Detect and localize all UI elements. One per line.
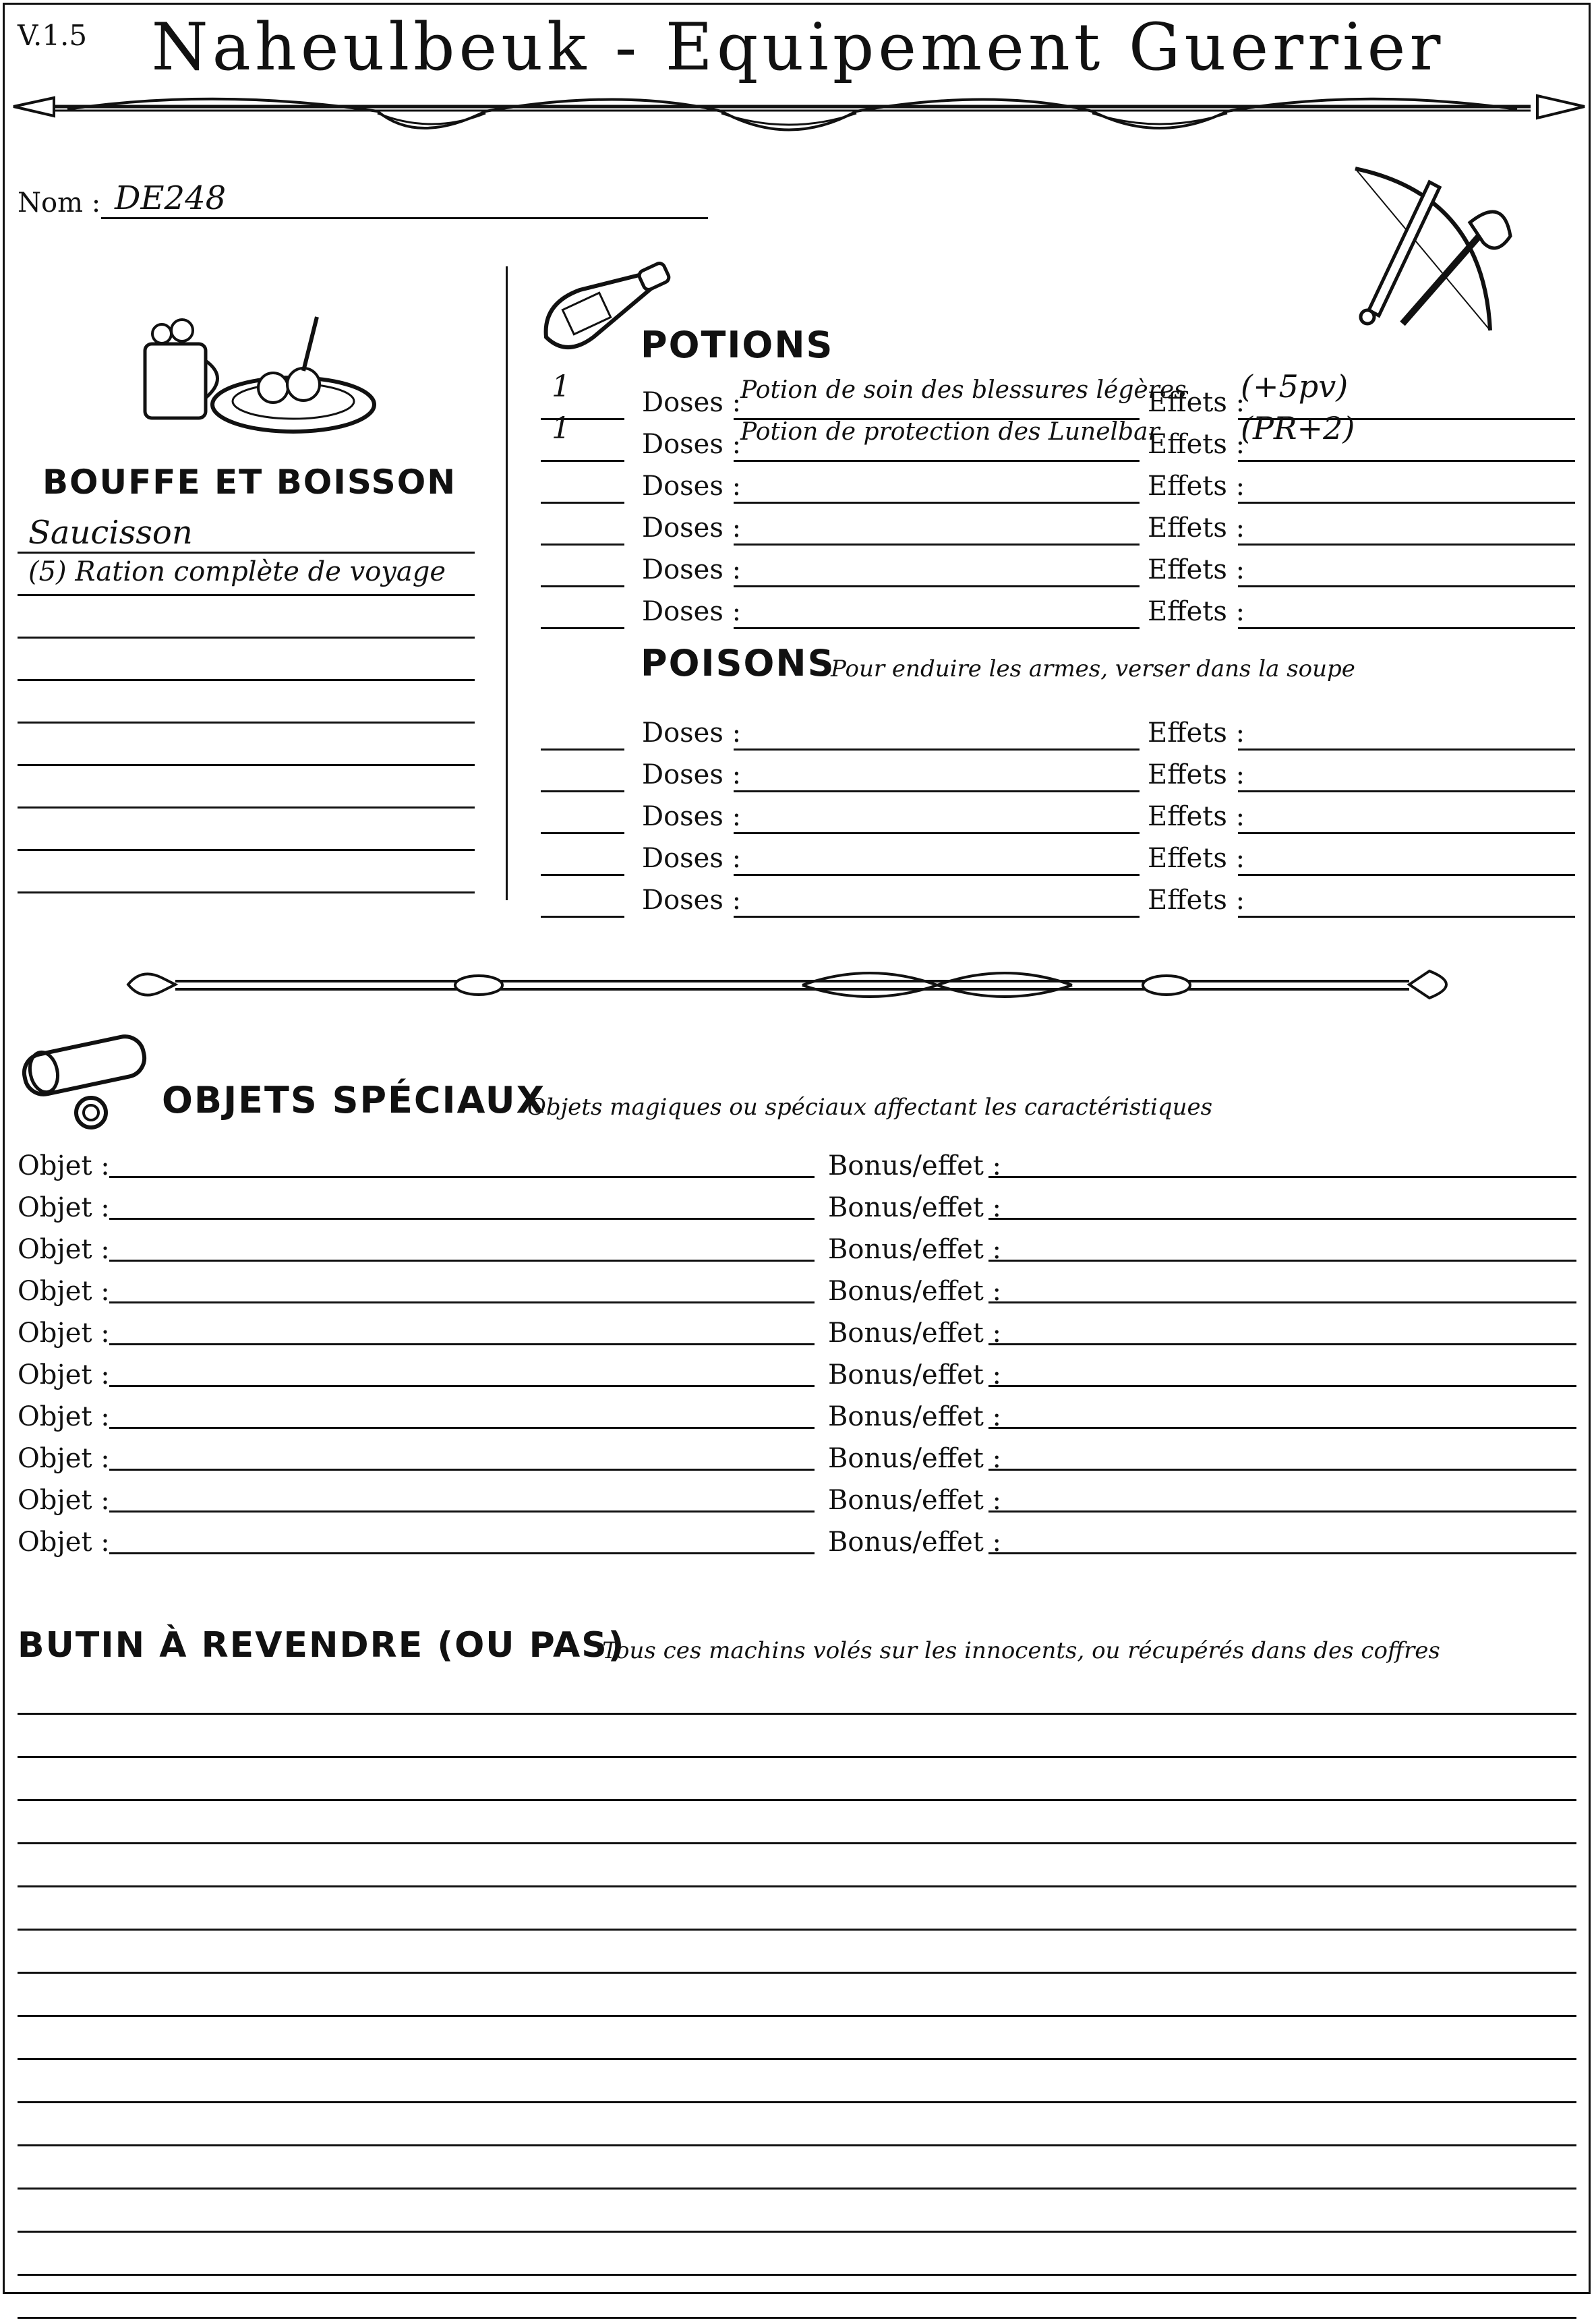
poison-name-line[interactable] bbox=[734, 832, 1140, 834]
potion-effect-line[interactable] bbox=[1238, 544, 1575, 546]
bonus-line[interactable] bbox=[988, 1176, 1576, 1178]
effects-label: Effets : bbox=[1148, 843, 1245, 874]
poison-qty-line[interactable] bbox=[541, 790, 624, 792]
doses-label: Doses : bbox=[642, 429, 742, 460]
potion-effect-line[interactable] bbox=[1238, 502, 1575, 504]
poisons-subtitle: Pour enduire les armes, verser dans la soupe bbox=[831, 655, 1355, 682]
loot-line[interactable] bbox=[18, 1972, 1576, 1974]
potion-qty-line[interactable] bbox=[541, 627, 624, 629]
potion-qty[interactable]: 1 bbox=[552, 411, 570, 446]
doses-label: Doses : bbox=[642, 387, 742, 418]
object-line[interactable] bbox=[109, 1176, 815, 1178]
bonus-line[interactable] bbox=[988, 1260, 1576, 1262]
object-line[interactable] bbox=[109, 1469, 815, 1471]
poison-qty-line[interactable] bbox=[541, 916, 624, 918]
name-value[interactable]: DE248 bbox=[115, 179, 227, 217]
potion-effect[interactable]: (PR+2) bbox=[1241, 410, 1355, 446]
poison-effect-line[interactable] bbox=[1238, 832, 1575, 834]
poison-effect-line[interactable] bbox=[1238, 916, 1575, 918]
food-title: BOUFFE ET BOISSON bbox=[42, 463, 457, 502]
staff-divider-icon bbox=[128, 961, 1463, 1008]
potion-name-line[interactable] bbox=[734, 544, 1140, 546]
page-title: Naheulbeuk - Equipement Guerrier bbox=[151, 9, 1445, 85]
bonus-label: Bonus/effet : bbox=[828, 1276, 1002, 1307]
bonus-label: Bonus/effet : bbox=[828, 1234, 1002, 1265]
doses-label: Doses : bbox=[642, 596, 742, 627]
object-label: Objet : bbox=[18, 1359, 110, 1390]
food-line[interactable] bbox=[18, 891, 475, 893]
loot-line[interactable] bbox=[18, 1885, 1576, 1887]
object-line[interactable] bbox=[109, 1510, 815, 1513]
effects-label: Effets : bbox=[1148, 801, 1245, 832]
potion-qty-line[interactable] bbox=[541, 460, 624, 462]
object-label: Objet : bbox=[18, 1527, 110, 1558]
effects-label: Effets : bbox=[1148, 596, 1245, 627]
poison-qty-line[interactable] bbox=[541, 874, 624, 876]
effects-label: Effets : bbox=[1148, 885, 1245, 916]
object-line[interactable] bbox=[109, 1218, 815, 1220]
object-line[interactable] bbox=[109, 1552, 815, 1554]
loot-line[interactable] bbox=[18, 1799, 1576, 1801]
bonus-label: Bonus/effet : bbox=[828, 1192, 1002, 1223]
loot-line[interactable] bbox=[18, 2144, 1576, 2146]
bonus-line[interactable] bbox=[988, 1301, 1576, 1303]
effects-label: Effets : bbox=[1148, 471, 1245, 502]
object-label: Objet : bbox=[18, 1234, 110, 1265]
bonus-line[interactable] bbox=[988, 1343, 1576, 1345]
bonus-line[interactable] bbox=[988, 1427, 1576, 1429]
poison-effect-line[interactable] bbox=[1238, 748, 1575, 751]
object-line[interactable] bbox=[109, 1301, 815, 1303]
food-item[interactable]: Saucisson bbox=[28, 514, 193, 552]
column-divider bbox=[506, 266, 508, 900]
loot-line[interactable] bbox=[18, 2101, 1576, 2103]
object-label: Objet : bbox=[18, 1192, 110, 1223]
loot-subtitle: Tous ces machins volés sur les innocents, ou récupérés dans des coffres bbox=[602, 1637, 1440, 1664]
special-objects-subtitle: Objets magiques ou spéciaux affectant les caractéristiques bbox=[527, 1094, 1213, 1121]
poison-name-line[interactable] bbox=[734, 748, 1140, 751]
effects-label: Effets : bbox=[1148, 717, 1245, 748]
loot-line[interactable] bbox=[18, 2188, 1576, 2190]
food-icon bbox=[138, 303, 374, 438]
doses-label: Doses : bbox=[642, 885, 742, 916]
doses-label: Doses : bbox=[642, 843, 742, 874]
food-line[interactable] bbox=[18, 679, 475, 681]
potion-qty-line[interactable] bbox=[541, 544, 624, 546]
food-line[interactable] bbox=[18, 764, 475, 766]
loot-line[interactable] bbox=[18, 1842, 1576, 1844]
loot-line[interactable] bbox=[18, 1929, 1576, 1931]
food-item[interactable]: (5) Ration complète de voyage bbox=[28, 556, 446, 587]
potion-effect-line[interactable] bbox=[1238, 460, 1575, 462]
bonus-label: Bonus/effet : bbox=[828, 1485, 1002, 1516]
loot-line[interactable] bbox=[18, 2058, 1576, 2060]
object-line[interactable] bbox=[109, 1343, 815, 1345]
poison-name-line[interactable] bbox=[734, 874, 1140, 876]
effects-label: Effets : bbox=[1148, 554, 1245, 585]
bonus-label: Bonus/effet : bbox=[828, 1359, 1002, 1390]
potion-name-line[interactable] bbox=[734, 627, 1140, 629]
food-line[interactable] bbox=[18, 552, 475, 554]
bonus-line[interactable] bbox=[988, 1510, 1576, 1513]
potion-name[interactable]: Potion de protection des Lunelbar bbox=[740, 418, 1160, 446]
object-line[interactable] bbox=[109, 1427, 815, 1429]
poisons-title: POISONS bbox=[641, 642, 835, 684]
poison-name-line[interactable] bbox=[734, 790, 1140, 792]
loot-line[interactable] bbox=[18, 2015, 1576, 2017]
bonus-line[interactable] bbox=[988, 1218, 1576, 1220]
object-label: Objet : bbox=[18, 1485, 110, 1516]
weapons-icon bbox=[1328, 155, 1524, 337]
loot-line[interactable] bbox=[18, 2231, 1576, 2233]
poison-effect-line[interactable] bbox=[1238, 874, 1575, 876]
potion-name-line[interactable] bbox=[734, 460, 1140, 462]
bonus-label: Bonus/effet : bbox=[828, 1150, 1002, 1181]
food-line[interactable] bbox=[18, 637, 475, 639]
object-label: Objet : bbox=[18, 1318, 110, 1349]
poison-qty-line[interactable] bbox=[541, 832, 624, 834]
name-field-line[interactable] bbox=[101, 217, 708, 219]
food-line[interactable] bbox=[18, 806, 475, 809]
bonus-line[interactable] bbox=[988, 1552, 1576, 1554]
object-label: Objet : bbox=[18, 1276, 110, 1307]
object-label: Objet : bbox=[18, 1150, 110, 1181]
spear-divider-icon bbox=[13, 81, 1585, 148]
loot-line[interactable] bbox=[18, 1713, 1576, 1715]
special-objects-title: OBJETS SPÉCIAUX bbox=[162, 1079, 546, 1121]
food-line[interactable] bbox=[18, 849, 475, 851]
doses-label: Doses : bbox=[642, 512, 742, 544]
potion-effect[interactable]: (+5pv) bbox=[1241, 368, 1349, 405]
effects-label: Effets : bbox=[1148, 429, 1245, 460]
poison-effect-line[interactable] bbox=[1238, 790, 1575, 792]
potion-name[interactable]: Potion de soin des blessures légères bbox=[740, 376, 1187, 404]
loot-line[interactable] bbox=[18, 2274, 1576, 2276]
name-label: Nom : bbox=[18, 187, 101, 218]
potion-qty-line[interactable] bbox=[541, 502, 624, 504]
object-label: Objet : bbox=[18, 1443, 110, 1474]
bonus-label: Bonus/effet : bbox=[828, 1318, 1002, 1349]
loot-title: BUTIN À REVENDRE (OU PAS) bbox=[18, 1625, 626, 1666]
scroll-ring-icon bbox=[17, 1025, 158, 1140]
doses-label: Doses : bbox=[642, 801, 742, 832]
food-line[interactable] bbox=[18, 594, 475, 596]
poison-name-line[interactable] bbox=[734, 916, 1140, 918]
potion-name-line[interactable] bbox=[734, 585, 1140, 587]
doses-label: Doses : bbox=[642, 471, 742, 502]
potion-qty-line[interactable] bbox=[541, 585, 624, 587]
bonus-label: Bonus/effet : bbox=[828, 1443, 1002, 1474]
potion-effect-line[interactable] bbox=[1238, 585, 1575, 587]
potions-title: POTIONS bbox=[641, 324, 834, 366]
potion-name-line[interactable] bbox=[734, 502, 1140, 504]
potion-qty[interactable]: 1 bbox=[552, 370, 570, 404]
potion-effect-line[interactable] bbox=[1238, 627, 1575, 629]
effects-label: Effets : bbox=[1148, 512, 1245, 544]
doses-label: Doses : bbox=[642, 759, 742, 790]
bonus-label: Bonus/effet : bbox=[828, 1401, 1002, 1432]
bonus-label: Bonus/effet : bbox=[828, 1527, 1002, 1558]
object-line[interactable] bbox=[109, 1260, 815, 1262]
food-line[interactable] bbox=[18, 722, 475, 724]
object-line[interactable] bbox=[109, 1385, 815, 1387]
effects-label: Effets : bbox=[1148, 387, 1245, 418]
version-label: V.1.5 bbox=[18, 19, 88, 52]
object-label: Objet : bbox=[18, 1401, 110, 1432]
doses-label: Doses : bbox=[642, 554, 742, 585]
bonus-line[interactable] bbox=[988, 1385, 1576, 1387]
loot-line[interactable] bbox=[18, 1756, 1576, 1758]
bonus-line[interactable] bbox=[988, 1469, 1576, 1471]
poison-qty-line[interactable] bbox=[541, 748, 624, 751]
doses-label: Doses : bbox=[642, 717, 742, 748]
effects-label: Effets : bbox=[1148, 759, 1245, 790]
